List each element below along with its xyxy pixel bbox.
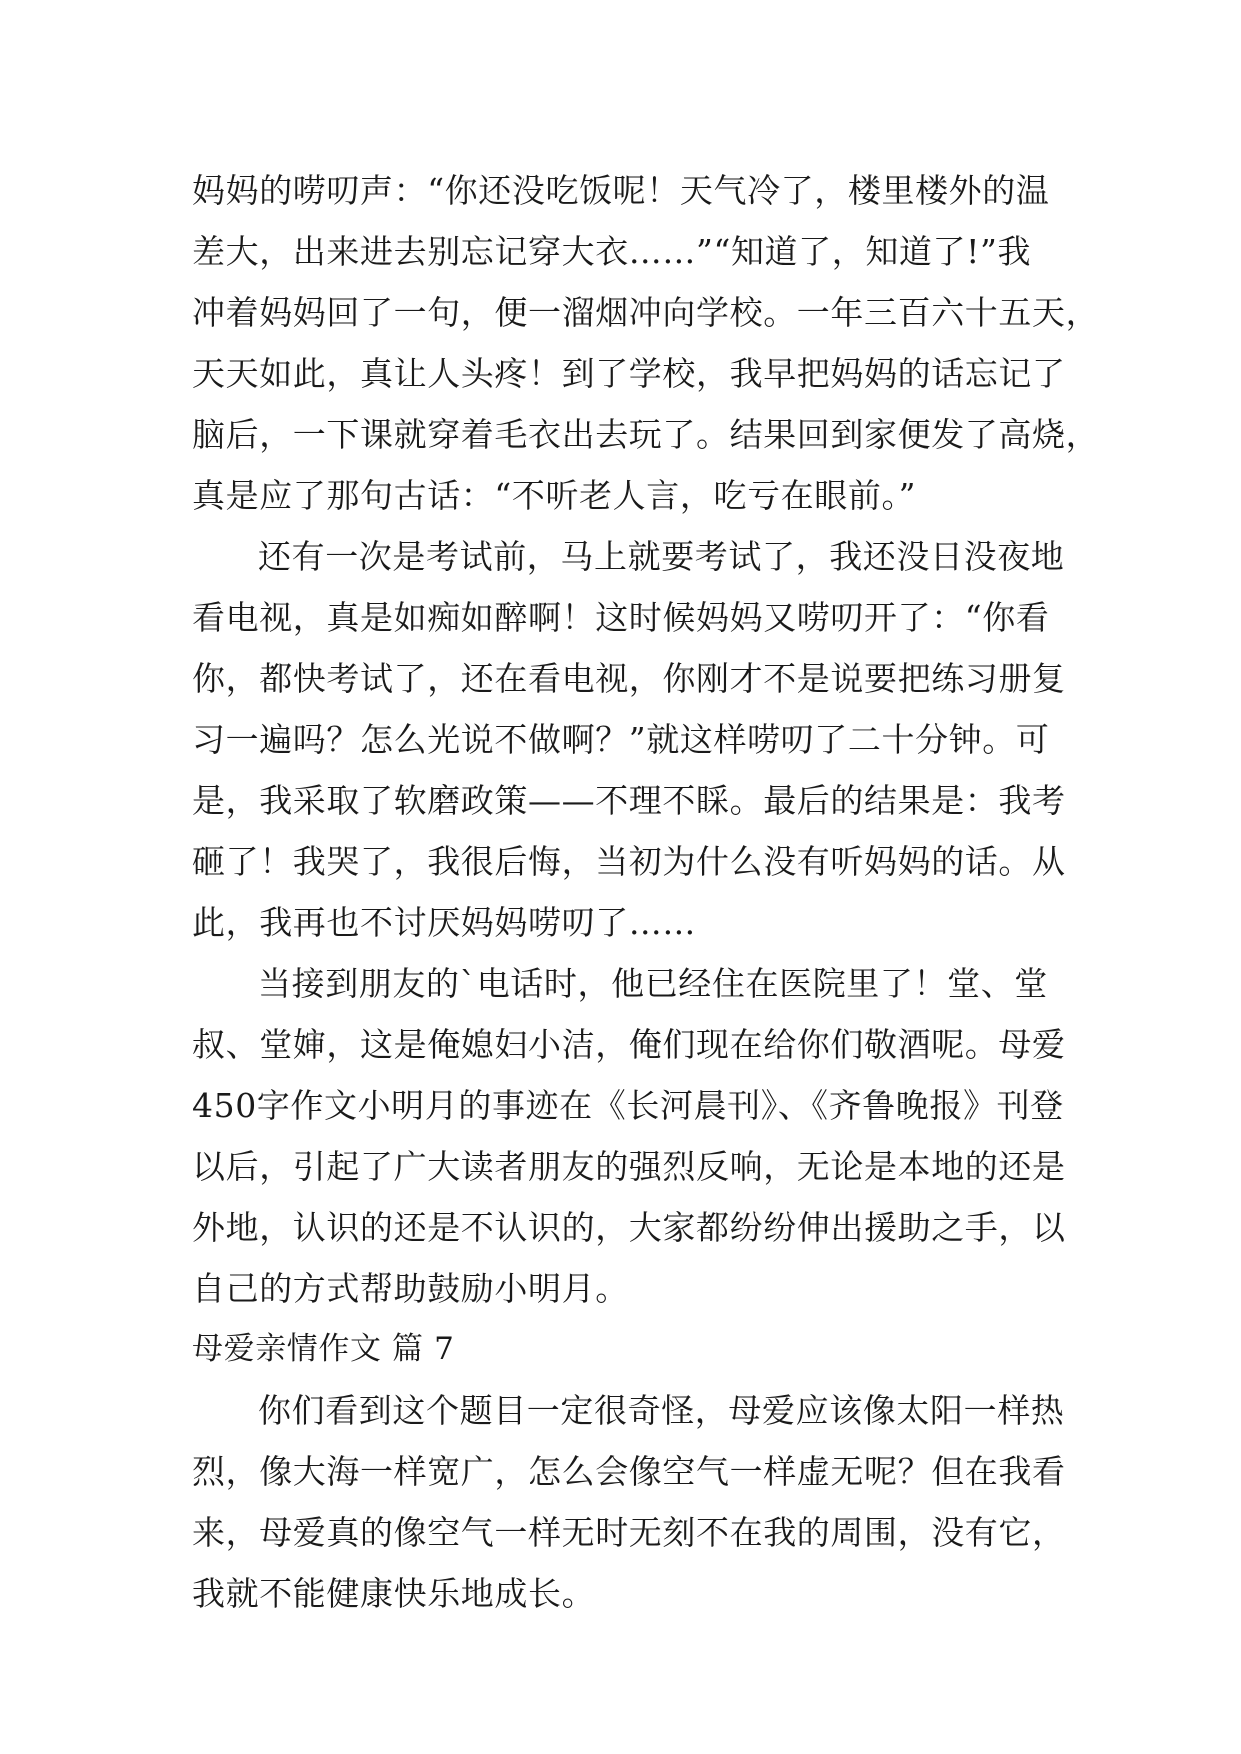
- paragraph-3-line-1: 当接到朋友的`电话时，他已经住在医院里了！堂、堂: [258, 964, 1048, 1003]
- paragraph-1-line-1: 妈妈的唠叨声：“你还没吃饭呢！天气冷了，楼里楼外的温: [192, 171, 1050, 210]
- paragraph-2-line-5: 是，我采取了软磨政策——不理不睬。最后的结果是：我考: [192, 781, 1066, 820]
- paragraph-3-line-2: 叔、堂婶，这是俺媳妇小洁，俺们现在给你们敬酒呢。母爱: [192, 1025, 1066, 1064]
- paragraph-3-line-3: 450字作文小明月的事迹在《长河晨刊》、《齐鲁晚报》刊登: [192, 1086, 1064, 1125]
- paragraph-4-line-2: 烈，像大海一样宽广，怎么会像空气一样虚无呢？但在我看: [192, 1452, 1066, 1491]
- paragraph-2-line-6: 砸了！我哭了，我很后悔，当初为什么没有听妈妈的话。从: [192, 842, 1066, 881]
- paragraph-2-line-7: 此，我再也不讨厌妈妈唠叨了……: [192, 903, 696, 942]
- paragraph-3: [192, 953, 1066, 1319]
- paragraph-2: [192, 526, 1066, 953]
- paragraph-1-line-6: 真是应了那句古话：“不听老人言，吃亏在眼前。”: [192, 476, 917, 515]
- paragraph-2-line-1: 还有一次是考试前，马上就要考试了，我还没日没夜地: [258, 537, 1065, 576]
- paragraph-3-line-6: 自己的方式帮助鼓励小明月。: [192, 1269, 629, 1308]
- paragraph-2-line-3: 你，都快考试了，还在看电视，你刚才不是说要把练习册复: [192, 659, 1066, 698]
- paragraph-4-line-1: 你们看到这个题目一定很奇怪，母爱应该像太阳一样热: [258, 1391, 1065, 1430]
- paragraph-1-line-3: 冲着妈妈回了一句，便一溜烟冲向学校。一年三百六十五天，: [192, 293, 1100, 332]
- paragraph-2-line-2: 看电视，真是如痴如醉啊！这时候妈妈又唠叨开了：“你看: [192, 598, 1050, 637]
- paragraph-1-line-5: 脑后，一下课就穿着毛衣出去玩了。结果回到家便发了高烧，: [192, 415, 1100, 454]
- paragraph-2-line-4: 习一遍吗？怎么光说不做啊？”就这样唠叨了二十分钟。可: [192, 720, 1050, 759]
- paragraph-4-line-3: 来，母爱真的像空气一样无时无刻不在我的周围，没有它，: [192, 1513, 1066, 1552]
- paragraph-3-line-5: 外地，认识的还是不认识的，大家都纷纷伸出援助之手，以: [192, 1208, 1066, 1247]
- paragraph-1-line-2: 差大，出来进去别忘记穿大衣……”“知道了，知道了!”我: [192, 232, 1032, 271]
- paragraph-4: [192, 1380, 1066, 1624]
- paragraph-1: [192, 160, 1100, 526]
- text-column: [192, 160, 1100, 1624]
- paragraph-1-line-4: 天天如此，真让人头疼！到了学校，我早把妈妈的话忘记了: [192, 354, 1066, 393]
- paragraph-4-line-4: 我就不能健康快乐地成长。: [192, 1574, 596, 1613]
- section-heading: 母爱亲情作文 篇 7: [192, 1331, 455, 1367]
- paragraph-3-line-4: 以后，引起了广大读者朋友的强烈反响，无论是本地的还是: [192, 1147, 1066, 1186]
